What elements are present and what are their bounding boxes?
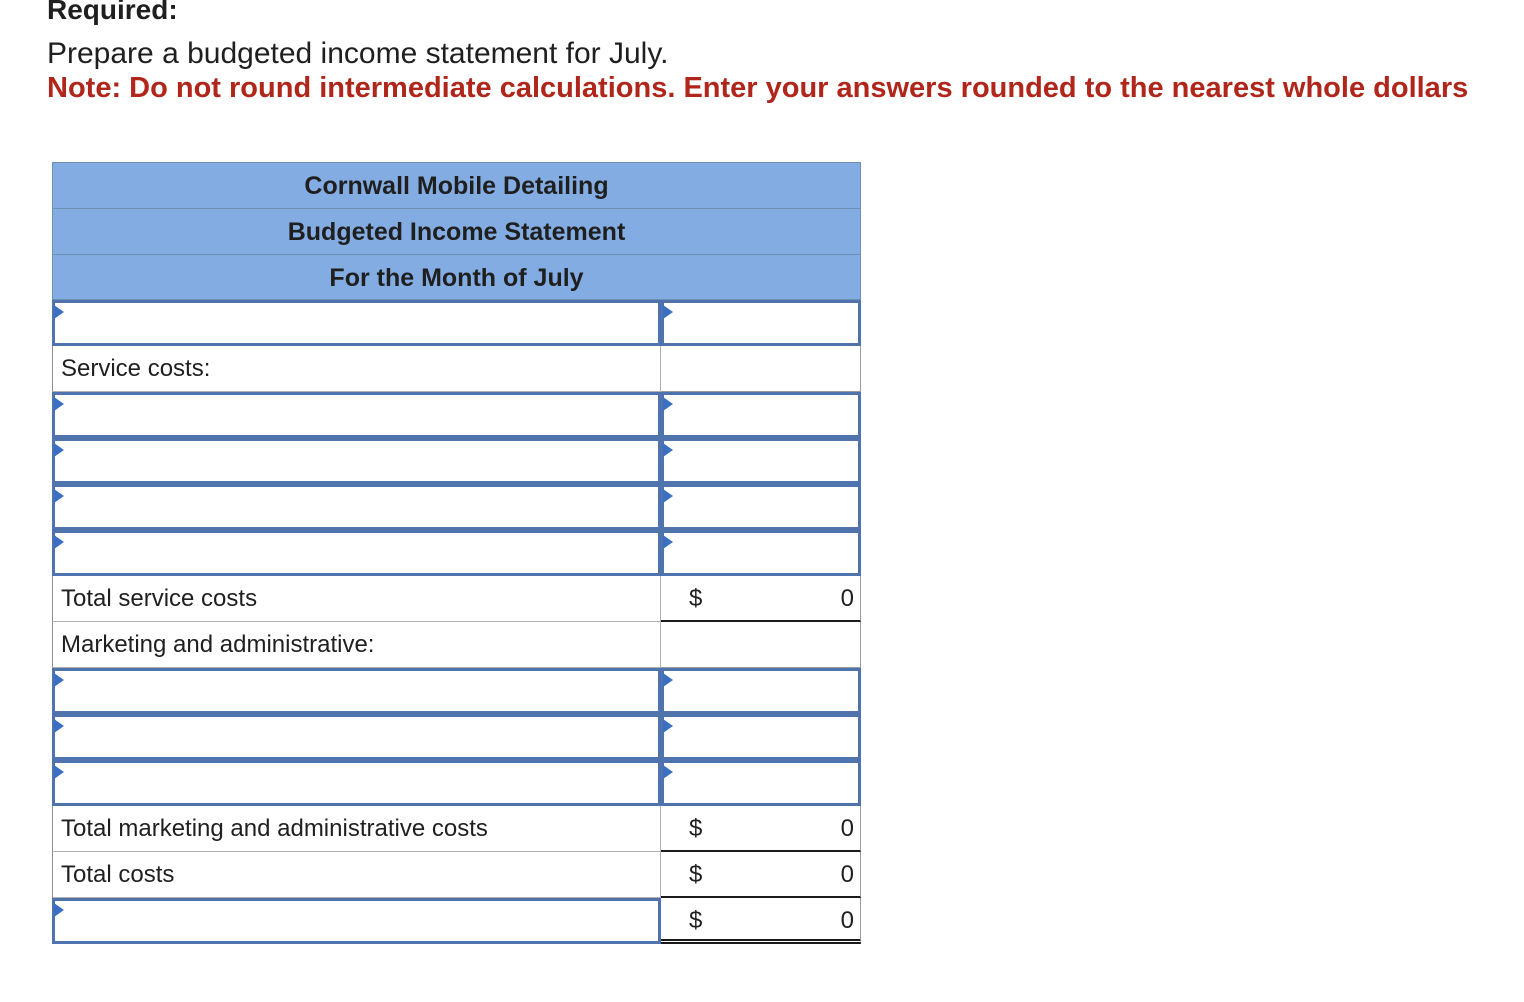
service-cost-label-input[interactable]	[52, 392, 661, 438]
blank-cell	[661, 622, 861, 668]
service-costs-heading: Service costs:	[52, 346, 661, 392]
table-row	[52, 484, 861, 530]
dropdown-marker-icon	[54, 719, 64, 733]
required-label: Required:	[47, 0, 178, 25]
instruction-text: Prepare a budgeted income statement for July.	[47, 37, 669, 70]
service-cost-label-input[interactable]	[52, 484, 661, 530]
currency-symbol: $	[689, 815, 703, 842]
currency-symbol: $	[689, 585, 703, 612]
table-row	[52, 760, 861, 806]
dropdown-marker-icon	[663, 443, 673, 457]
rounding-note: Note: Do not round intermediate calculations. Enter your answers rounded to the nearest whole dollars	[47, 72, 1469, 104]
service-cost-amount-input[interactable]	[661, 484, 861, 530]
total-costs-value	[661, 852, 861, 898]
dropdown-marker-icon	[54, 673, 64, 687]
dropdown-marker-icon	[663, 719, 673, 733]
total-marketing-amount: 0	[840, 815, 854, 842]
total-costs-label: Total costs	[52, 852, 661, 898]
marketing-heading: Marketing and administrative:	[52, 622, 661, 668]
table-row	[52, 622, 861, 668]
currency-symbol: $	[689, 907, 703, 934]
table-row	[52, 438, 861, 484]
dropdown-marker-icon	[54, 903, 64, 917]
dropdown-marker-icon	[663, 489, 673, 503]
table-row	[52, 392, 861, 438]
total-service-costs-value	[661, 576, 861, 622]
marketing-cost-label-input[interactable]	[52, 668, 661, 714]
company-name: Cornwall Mobile Detailing	[52, 162, 861, 208]
total-service-costs-amount: 0	[840, 585, 854, 612]
dropdown-marker-icon	[663, 765, 673, 779]
statement-period: For the Month of July	[52, 254, 861, 300]
total-service-costs-label: Total service costs	[52, 576, 661, 622]
statement-title: Budgeted Income Statement	[52, 208, 861, 254]
currency-symbol: $	[689, 861, 703, 888]
total-marketing-value	[661, 806, 861, 852]
marketing-cost-amount-input[interactable]	[661, 668, 861, 714]
net-income-label-input[interactable]	[52, 898, 661, 944]
blank-cell	[661, 346, 861, 392]
table-row	[52, 668, 861, 714]
revenue-label-input[interactable]	[52, 300, 661, 346]
table-row	[52, 806, 861, 852]
dropdown-marker-icon	[54, 305, 64, 319]
dropdown-marker-icon	[663, 305, 673, 319]
marketing-cost-label-input[interactable]	[52, 714, 661, 760]
total-marketing-label: Total marketing and administrative costs	[52, 806, 661, 852]
marketing-cost-amount-input[interactable]	[661, 714, 861, 760]
dropdown-marker-icon	[663, 535, 673, 549]
income-statement-table	[52, 162, 861, 944]
dropdown-marker-icon	[54, 443, 64, 457]
table-row	[52, 576, 861, 622]
dropdown-marker-icon	[54, 489, 64, 503]
dropdown-marker-icon	[54, 765, 64, 779]
table-row	[52, 346, 861, 392]
net-income-value	[661, 898, 861, 944]
dropdown-marker-icon	[54, 397, 64, 411]
table-row	[52, 898, 861, 944]
total-costs-amount: 0	[840, 861, 854, 888]
table-row	[52, 530, 861, 576]
dropdown-marker-icon	[663, 673, 673, 687]
service-cost-amount-input[interactable]	[661, 392, 861, 438]
service-cost-amount-input[interactable]	[661, 530, 861, 576]
table-row	[52, 852, 861, 898]
table-row	[52, 300, 861, 346]
table-row	[52, 714, 861, 760]
marketing-cost-label-input[interactable]	[52, 760, 661, 806]
service-cost-label-input[interactable]	[52, 530, 661, 576]
marketing-cost-amount-input[interactable]	[661, 760, 861, 806]
service-cost-label-input[interactable]	[52, 438, 661, 484]
revenue-amount-input[interactable]	[661, 300, 861, 346]
service-cost-amount-input[interactable]	[661, 438, 861, 484]
net-income-amount: 0	[840, 907, 854, 934]
dropdown-marker-icon	[663, 397, 673, 411]
dropdown-marker-icon	[54, 535, 64, 549]
